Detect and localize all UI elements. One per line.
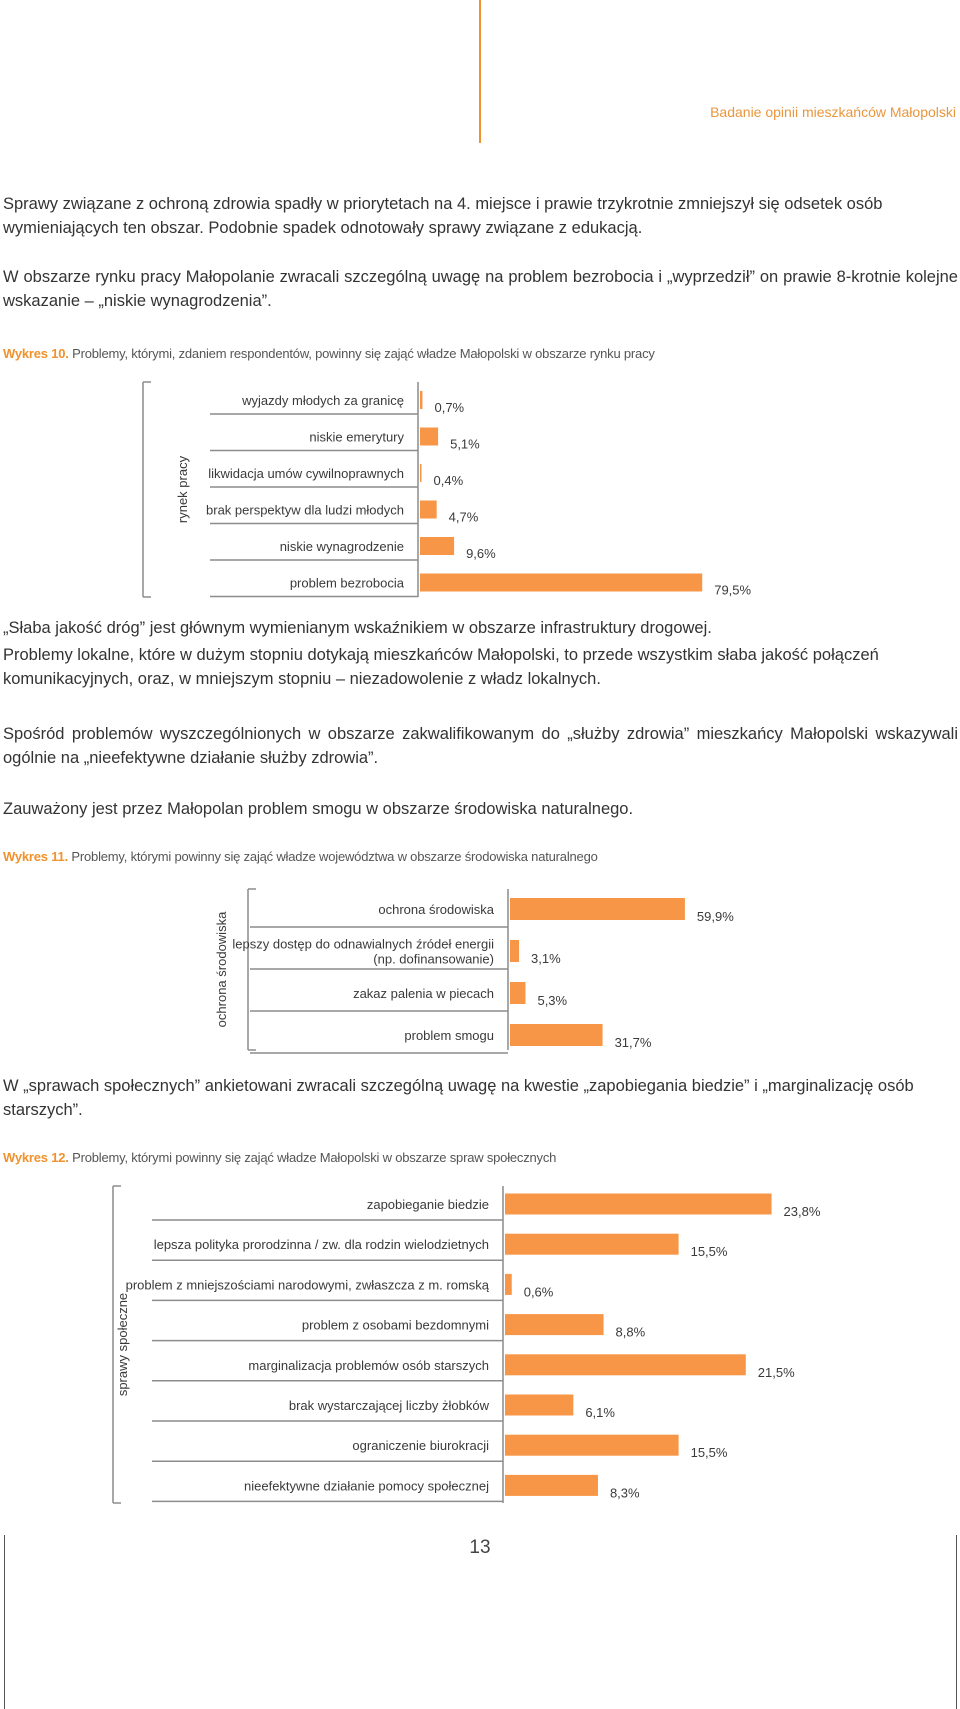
chart12-category-label: problem z mniejszościami narodowymi, zwłaszcza z m. romską [125, 1277, 489, 1293]
chart11-category-label: lepszy dostęp do odnawialnych źródeł energii [232, 936, 494, 952]
chart-11-caption [3, 849, 598, 864]
chart12-bar [505, 1194, 772, 1215]
chart12-category-label: marginalizacja problemów osób starszych [248, 1357, 489, 1373]
chart12-category-label: problem z osobami bezdomnymi [301, 1317, 489, 1333]
chart12-bar [505, 1435, 679, 1456]
chart-10-labour-market [0, 382, 960, 612]
chart12-bar [505, 1475, 598, 1496]
chart-10-label: Wykres 10. [3, 346, 69, 361]
footer-rule-left [4, 1535, 5, 1709]
chart11-bar [510, 940, 519, 962]
chart10-bar [420, 428, 438, 446]
chart11-value-label: 5,3% [537, 993, 568, 1008]
chart10-value-label: 0,7% [434, 400, 465, 415]
chart12-category-label: nieefektywne działanie pomocy społecznej [244, 1478, 489, 1494]
page-number: 13 [469, 1537, 491, 1558]
chart11-bar [510, 1024, 603, 1046]
chart12-bar [505, 1395, 573, 1416]
chart-12-social-affairs [0, 1186, 960, 1516]
chart11-group-label: ochrona środowiska [214, 911, 229, 1028]
chart-12-title: Problemy, którymi powinny się zająć władze Małopolski w obszarze spraw społecznych [72, 1150, 557, 1165]
chart10-value-label: 5,1% [450, 436, 480, 452]
chart-11-label: Wykres 11. [3, 849, 68, 864]
chart11-value-label: 59,9% [696, 909, 734, 924]
chart11-category-label: ochrona środowiska [378, 902, 494, 917]
chart12-group-label: sprawy społeczne [115, 1292, 130, 1397]
chart12-value-label: 0,6% [523, 1284, 554, 1300]
chart10-value-label: 9,6% [466, 546, 496, 561]
chart10-value-label: 4,7% [448, 509, 479, 525]
chart10-bar [420, 501, 437, 519]
chart12-bar [505, 1314, 604, 1335]
chart10-category-label: likwidacja umów cywilnoprawnych [208, 466, 404, 481]
paragraph-roads: „Słaba jakość dróg” jest głównym wymienianym wskaźnikiem w obszarze infrastruktury drogowej. [3, 619, 712, 637]
chart12-value-label: 8,3% [609, 1485, 640, 1501]
chart10-value-label: 79,5% [714, 582, 752, 598]
chart-12-label: Wykres 12. [3, 1150, 69, 1165]
chart12-value-label: 21,5% [757, 1364, 795, 1380]
chart11-value-label: 3,1% [531, 951, 561, 966]
chart10-category-label: wyjazdy młodych za granicę [242, 393, 404, 408]
chart10-group-label: rynek pracy [175, 455, 190, 524]
chart11-category-label: (np. dofinansowanie) [373, 951, 494, 967]
chart12-bar [505, 1354, 746, 1375]
chart11-category-label: problem smogu [404, 1028, 494, 1043]
paragraph-social-affairs: W „sprawach społecznych” ankietowani zwracali szczególną uwagę na kwestie „zapobiegania biedzie” i „marginalizację osób starszych”. [3, 1077, 914, 1119]
chart12-value-label: 15,5% [690, 1445, 728, 1461]
chart11-bar [510, 898, 685, 920]
chart12-category-label: lepsza polityka prorodzinna / zw. dla rodzin wielodzietnych [153, 1237, 489, 1253]
header-vertical-rule [479, 0, 481, 143]
chart11-value-label: 31,7% [614, 1035, 652, 1050]
chart10-category-label: problem bezrobocia [289, 575, 404, 591]
chart10-bar [420, 537, 454, 555]
chart12-value-label: 8,8% [615, 1324, 646, 1340]
paragraph-local-problems: Problemy lokalne, które w dużym stopniu dotykają mieszkańców Małopolski, to przede wszystkim słaba jakość połączeń komunikacyjnych, oraz, w mniejszym stopniu – niezadowolenie z władz lokalnych. [3, 646, 879, 688]
chart12-bar [505, 1274, 512, 1295]
chart10-category-label: niskie emerytury [309, 429, 404, 445]
chart12-value-label: 6,1% [585, 1405, 615, 1420]
chart10-category-label: niskie wynagrodzenie [279, 539, 404, 554]
paragraph-labour-market: W obszarze rynku pracy Małopolanie zwracali szczególną uwagę na problem bezrobocia i „wyprzedził” on prawie 8-krotnie kolejne wskazanie – „niskie wynagrodzenia”. [3, 268, 958, 310]
chart-10-title: Problemy, którymi, zdaniem respondentów, powinny się zająć władze Małopolski w obszarze rynku pracy [72, 346, 655, 361]
paragraph-smog: Zauważony jest przez Małopolan problem smogu w obszarze środowiska naturalnego. [3, 800, 634, 818]
chart11-category-label: zakaz palenia w piecach [353, 986, 494, 1001]
chart10-value-label: 0,4% [433, 473, 464, 488]
chart12-category-label: brak wystarczającej liczby żłobków [288, 1398, 489, 1413]
chart-11-environment [0, 885, 960, 1065]
paragraph-health: Sprawy związane z ochroną zdrowia spadły w priorytetach na 4. miejsce i prawie trzykrotnie zmniejszył się odsetek osób wymieniających ten obszar. Podobnie spadek odnotowały sprawy związane z edukacją. [3, 195, 883, 237]
chart-11-title: Problemy, którymi powinny się zająć władze województwa w obszarze środowiska naturalnego [71, 849, 598, 864]
chart10-bar [420, 574, 702, 592]
chart12-category-label: zapobieganie biedzie [366, 1197, 489, 1212]
header-title: Badanie opinii mieszkańców Małopolski [710, 104, 956, 120]
chart10-category-label: brak perspektyw dla ludzi młodych [206, 502, 404, 518]
chart12-bar [505, 1234, 679, 1255]
paragraph-health-service: Spośród problemów wyszczególnionych w obszarze zakwalifikowanym do „służby zdrowia” mieszkańcy Małopolski wskazywali ogólnie na „nieefektywne działanie służby zdrowia”. [3, 725, 958, 767]
chart10-bar [420, 464, 422, 482]
chart12-category-label: ograniczenie biurokracji [352, 1438, 489, 1454]
chart12-value-label: 23,8% [783, 1204, 821, 1219]
chart10-bar [420, 391, 422, 409]
chart11-bar [510, 982, 525, 1004]
chart12-value-label: 15,5% [690, 1244, 728, 1260]
footer-rule-right [956, 1535, 957, 1709]
chart-10-caption [3, 346, 655, 361]
chart-12-caption [3, 1150, 556, 1165]
